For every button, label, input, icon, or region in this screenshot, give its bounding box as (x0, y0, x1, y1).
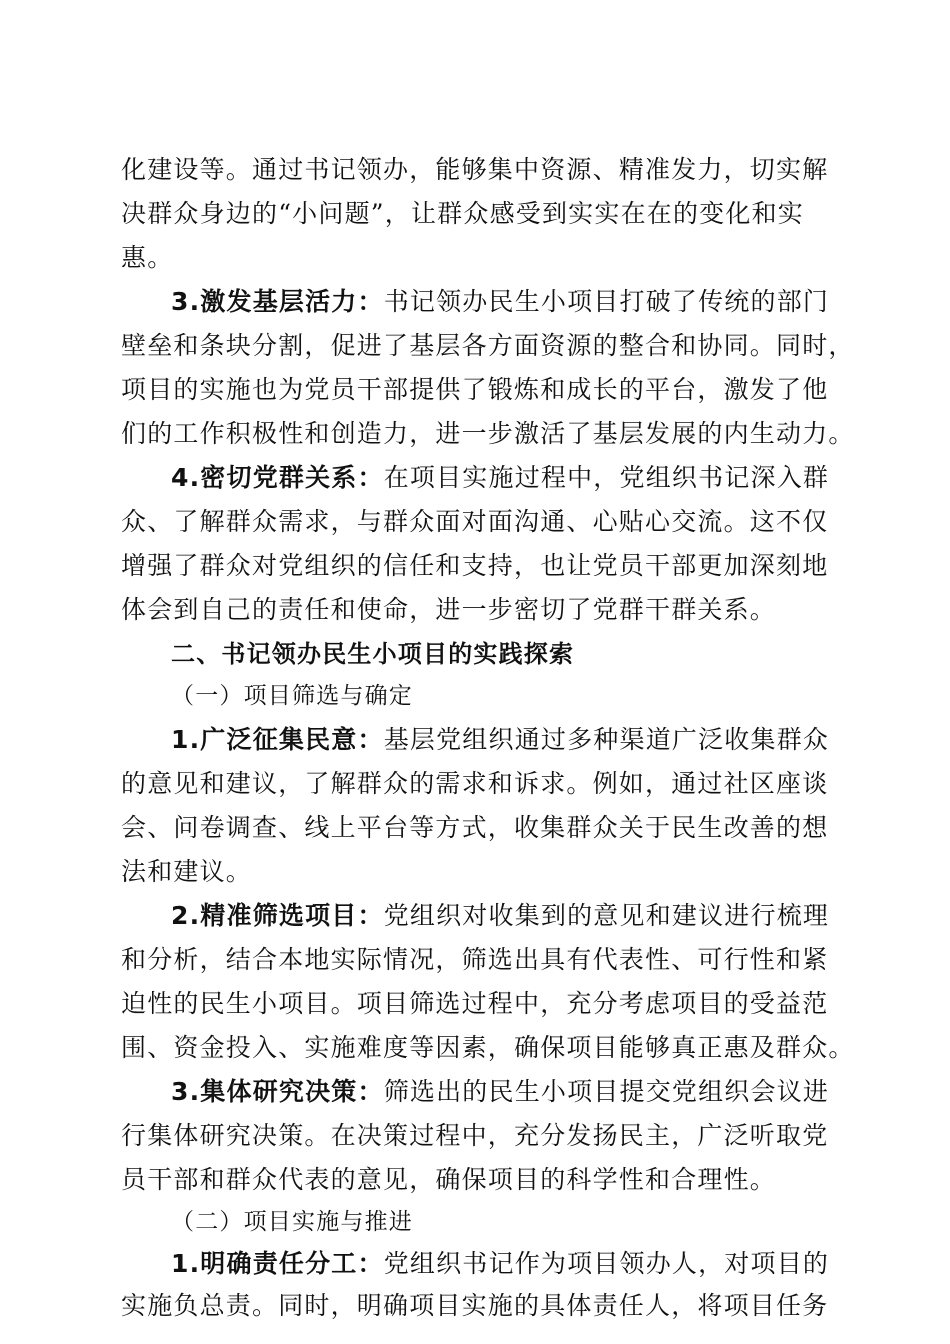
paragraph-line (171, 459, 829, 497)
paragraph-line: 和分析，结合本地实际情况，筛选出具有代表性、可行性和紧 (121, 945, 829, 974)
item-heading: 4.密切党群关系： (171, 463, 384, 492)
paragraph-line: 项目的实施也为党员干部提供了锻炼和成长的平台，激发了他 (121, 375, 829, 404)
paragraph-line: 们的工作积极性和创造力，进一步激活了基层发展的内生动力。 (121, 419, 855, 448)
paragraph-line: 体会到自己的责任和使命，进一步密切了党群干群关系。 (121, 595, 777, 624)
paragraph-line (171, 897, 829, 935)
item-text: 基层党组织通过多种渠道广泛收集群众 (383, 725, 830, 754)
paragraph-line: 增强了群众对党组织的信任和支持，也让党员干部更加深刻地 (121, 551, 829, 580)
paragraph-line: 会、问卷调查、线上平台等方式，收集群众关于民生改善的想 (121, 813, 829, 842)
item-heading: 3.激发基层活力： (171, 287, 384, 316)
paragraph-line: 实施负总责。同时，明确项目实施的具体责任人，将项目任务 (121, 1291, 829, 1320)
paragraph-line: 的意见和建议，了解群众的需求和诉求。例如，通过社区座谈 (121, 769, 829, 798)
item-text: 筛选出的民生小项目提交党组织会议进 (383, 1077, 830, 1106)
paragraph-line (171, 1245, 829, 1283)
item-heading: 1.广泛征集民意： (171, 725, 384, 754)
paragraph-line: 决群众身边的“小问题”，让群众感受到实实在在的变化和实 (121, 199, 804, 228)
paragraph-line: 壁垒和条块分割，促进了基层各方面资源的整合和协同。同时， (121, 331, 855, 360)
paragraph-line: 惠。 (121, 243, 174, 272)
paragraph-line: 法和建议。 (121, 857, 253, 886)
paragraph-line: 迫性的民生小项目。项目筛选过程中，充分考虑项目的受益范 (121, 989, 829, 1018)
item-heading: 3.集体研究决策： (171, 1077, 384, 1106)
paragraph-line: 化建设等。通过书记领办，能够集中资源、精准发力，切实解 (121, 155, 829, 184)
item-text: 党组织书记作为项目领办人，对项目的 (383, 1249, 830, 1278)
subsection-heading: （一）项目筛选与确定 (171, 683, 413, 709)
subsection-heading: （二）项目实施与推进 (171, 1209, 413, 1235)
item-text: 书记领办民生小项目打破了传统的部门 (383, 287, 830, 316)
paragraph-line: 员干部和群众代表的意见，确保项目的科学性和合理性。 (121, 1165, 777, 1194)
paragraph-line: 行集体研究决策。在决策过程中，充分发扬民主，广泛听取党 (121, 1121, 829, 1150)
paragraph-line: 围、资金投入、实施难度等因素，确保项目能够真正惠及群众。 (121, 1033, 855, 1062)
paragraph-line (171, 283, 829, 321)
paragraph-line (171, 721, 829, 759)
item-text: 党组织对收集到的意见和建议进行梳理 (383, 901, 830, 930)
paragraph-line: 众、了解群众需求，与群众面对面沟通、心贴心交流。这不仅 (121, 507, 829, 536)
paragraph-line (171, 1073, 829, 1111)
item-heading: 2.精准筛选项目： (171, 901, 384, 930)
section-heading: 二、书记领办民生小项目的实践探索 (171, 640, 575, 668)
item-heading: 1.明确责任分工： (171, 1249, 384, 1278)
item-text: 在项目实施过程中，党组织书记深入群 (383, 463, 830, 492)
